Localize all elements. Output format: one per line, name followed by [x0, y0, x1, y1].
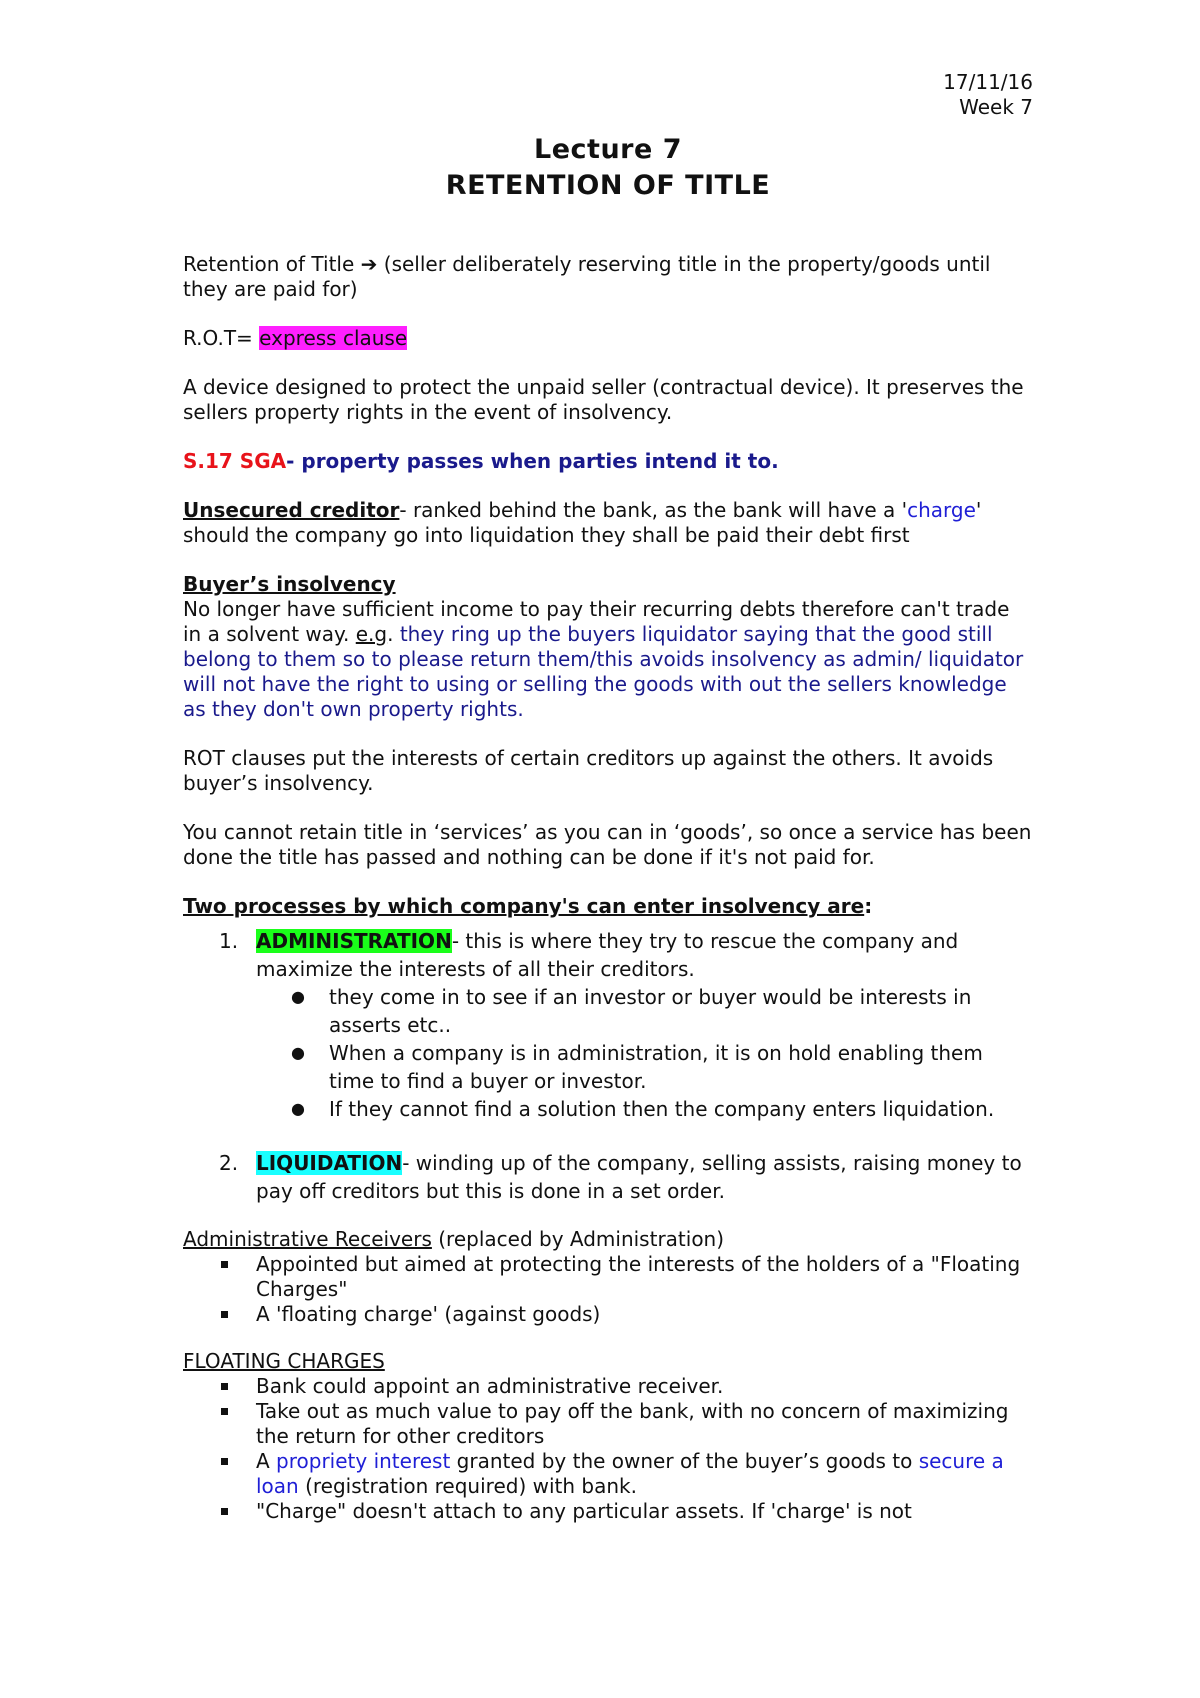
square-bullet-icon — [221, 1508, 228, 1515]
rot-paragraph — [183, 326, 1033, 351]
square-bullet-icon — [221, 1408, 228, 1415]
unsecured-paragraph — [183, 498, 1033, 548]
list-number: 1. — [219, 929, 239, 953]
buyer-paragraph — [183, 572, 1033, 722]
processes-heading: Two processes by which company's can enter insolvency are — [183, 894, 865, 918]
square-bullet-icon — [221, 1261, 228, 1268]
charge-word: charge — [907, 498, 976, 522]
arrow-icon: ➔ — [360, 252, 378, 276]
buyer-text-1: No longer have sufficient income to pay their recurring debts therefore can't trade in a solvent way. — [183, 597, 1010, 646]
list-item — [183, 1449, 1033, 1499]
list-item — [183, 1399, 1033, 1449]
floating-section — [183, 1349, 1033, 1524]
floating-heading: FLOATING CHARGES — [183, 1349, 385, 1373]
page-title — [183, 132, 1033, 204]
bullet-text: Bank could appoint an administrative receiver. — [256, 1374, 724, 1398]
bullet-text: A 'floating charge' (against goods) — [256, 1302, 601, 1326]
list-item — [183, 1095, 1033, 1123]
rot-label: R.O.T= — [183, 326, 260, 350]
list-item-liquidation — [183, 1149, 1033, 1205]
propriety-interest-text: propriety interest — [276, 1449, 451, 1473]
bullet-text: granted by the owner of the buyer’s goods to — [450, 1449, 919, 1473]
receivers-heading-line — [183, 1227, 1033, 1252]
processes-colon: : — [864, 894, 873, 918]
week-text: Week 7 — [959, 95, 1033, 119]
administration-term: ADMINISTRATION — [256, 929, 452, 953]
date-text: 17/11/16 — [943, 70, 1033, 94]
list-item — [183, 1039, 1033, 1095]
processes-list — [183, 927, 1033, 1205]
bullet-text: they come in to see if an investor or buyer would be interests in asserts etc.. — [329, 985, 972, 1037]
square-bullet-icon — [221, 1458, 228, 1465]
list-number: 2. — [219, 1151, 239, 1175]
bullet-text: "Charge" doesn't attach to any particular assets. If 'charge' is not — [256, 1499, 912, 1523]
processes-heading-line — [183, 894, 1033, 919]
bullet-icon: ● — [291, 1043, 305, 1062]
unsecured-text-2: ' should the company go into liquidation they shall be paid their debt first — [183, 498, 982, 547]
receivers-section — [183, 1227, 1033, 1327]
receivers-note: (replaced by Administration) — [431, 1227, 725, 1251]
rot-highlight: express clause — [259, 326, 408, 350]
sga-text: - property passes when parties intend it to. — [286, 449, 779, 473]
liquidation-text: - winding up of the company, selling assists, raising money to pay off creditors but this is done in a set order. — [256, 1151, 1022, 1203]
secure-loan-text: secure a loan — [256, 1449, 1004, 1498]
bullet-text: (registration required) with bank. — [298, 1474, 637, 1498]
bullet-text: Take out as much value to pay off the bank, with no concern of maximizing the return for other creditors — [256, 1399, 1009, 1448]
definition-text: (seller deliberately reserving title in the property/goods until they are paid for) — [183, 252, 991, 301]
sga-ref: S.17 SGA — [183, 449, 287, 473]
device-paragraph: A device designed to protect the unpaid seller (contractual device). It preserves the sellers property rights in the event of insolvency. — [183, 375, 1024, 424]
floating-list — [183, 1374, 1033, 1524]
administration-text: - this is where they try to rescue the company and maximize the interests of all their creditors. — [256, 929, 959, 981]
receivers-heading: Administrative Receivers — [183, 1227, 432, 1251]
list-item — [183, 1374, 1033, 1399]
buyer-text-2: . — [387, 622, 400, 646]
bullet-text: A — [256, 1449, 277, 1473]
bullet-icon: ● — [291, 1099, 305, 1118]
bullet-icon: ● — [291, 987, 305, 1006]
list-item — [183, 1302, 1033, 1327]
services-paragraph: You cannot retain title in ‘services’ as you can in ‘goods’, so once a service has been done the title has passed and nothing can be done if it's not paid for. — [183, 820, 1032, 869]
rot-clauses-paragraph: ROT clauses put the interests of certain creditors up against the others. It avoids buyer’s insolvency. — [183, 746, 994, 795]
list-item — [183, 1252, 1033, 1302]
buyer-example: they ring up the buyers liquidator saying that the good still belong to them so to please return them/this avoids insolvency as admin/ liquidator will not have the right to using or selling the goods with out the sellers knowledge as they don't own property rights. — [183, 622, 1024, 721]
list-item — [183, 1499, 1033, 1524]
definition-term: Retention of Title — [183, 252, 355, 276]
date-block — [183, 70, 1033, 120]
sga-paragraph — [183, 449, 1033, 474]
list-item-administration — [183, 927, 1033, 1123]
document-content — [183, 70, 1033, 1524]
title-line-1: Lecture 7 — [534, 134, 682, 165]
list-item — [183, 983, 1033, 1039]
eg-text: e.g — [355, 622, 388, 646]
definition-paragraph — [183, 252, 1033, 302]
liquidation-term: LIQUIDATION — [256, 1151, 403, 1175]
title-line-2: RETENTION OF TITLE — [445, 170, 771, 201]
bullet-text: When a company is in administration, it is on hold enabling them time to find a buyer or investor. — [329, 1041, 983, 1093]
bullet-text: Appointed but aimed at protecting the interests of the holders of a "Floating Charges" — [256, 1252, 1021, 1301]
administration-bullets — [183, 983, 1033, 1123]
unsecured-heading: Unsecured creditor — [183, 498, 400, 522]
square-bullet-icon — [221, 1383, 228, 1390]
receivers-list — [183, 1252, 1033, 1327]
unsecured-text-1: - ranked behind the bank, as the bank will have a ' — [399, 498, 908, 522]
bullet-text: If they cannot find a solution then the company enters liquidation. — [329, 1097, 995, 1121]
square-bullet-icon — [221, 1311, 228, 1318]
buyer-heading: Buyer’s insolvency — [183, 572, 396, 596]
